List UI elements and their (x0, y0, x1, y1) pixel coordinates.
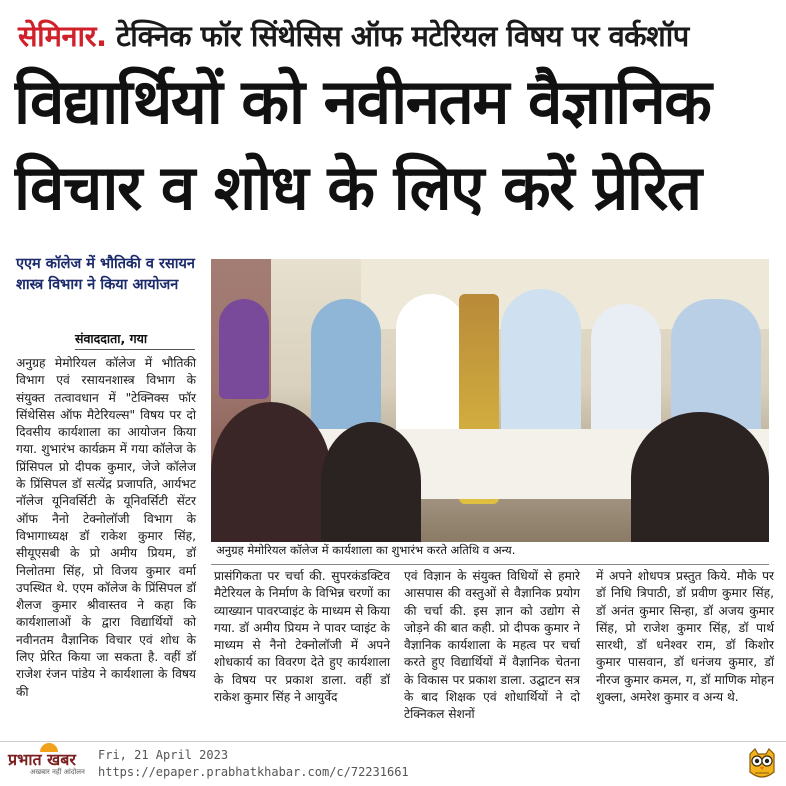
kicker-line (18, 12, 778, 60)
caption-divider (211, 564, 769, 565)
byline: संवाददाता, गया (75, 331, 148, 346)
photo-caption: अनुग्रह मेमोरियल कॉलेज में कार्यशाला का शुभारंभ करते अतिथि व अन्य. (216, 543, 516, 557)
photo-guest-3 (501, 289, 581, 449)
photo-audience-3 (631, 412, 769, 542)
byline-divider (75, 349, 195, 350)
footer-divider (0, 741, 786, 742)
event-photo (211, 259, 769, 542)
photo-audience-1 (211, 402, 331, 542)
kicker-text: टेक्निक फॉर सिंथेसिस ऑफ मटेरियल विषय पर वर्कशॉप (116, 19, 689, 53)
kicker-label: सेमिनार (18, 19, 96, 53)
headline-line-2: विचार व शोध के लिए करें प्रेरित (14, 151, 701, 224)
brand-logo[interactable] (8, 748, 94, 780)
owl-icon[interactable] (746, 746, 778, 780)
brand-tagline: अखबार नहीं आंदोलन (30, 768, 85, 776)
edition-date: Fri, 21 April 2023 (98, 748, 229, 762)
photo-audience-2 (321, 422, 421, 542)
body-paragraph-2: प्रासंगिकता पर चर्चा की. सुपरकंडक्टिव मैटेरियल के निर्माण के विभिन्न चरणों का व्याख्यान पावरप्वाइंट के माध्यम से किया गया. डॉ अमीय प्रियम ने पावर प्वाइंट के माध्यम से नैनो टेक्नोलॉजी में अपने शोधकार्य का विवरण देते हुए कार्यशाला के विषय पर प्रकाश डाला. वहीं डॉ राकेश कुमार सिंह ने आयुर्वेद (214, 569, 390, 705)
deck-subheading: एएम कॉलेज में भौतिकी व रसायन शास्त्र विभाग ने किया आयोजन (16, 256, 195, 293)
body-column-2 (214, 568, 390, 706)
photo-guest-4 (591, 304, 661, 444)
body-column-3 (404, 568, 580, 724)
body-paragraph-1: अनुग्रह मेमोरियल कॉलेज में भौतिकी विभाग एवं रसायनशास्त्र विभाग के संयुक्त तत्वावधान में "टेक्निक्स फॉर सिंथेसिस ऑफ मैटेरियल्स" विषय पर दो दिवसीय कार्यशाला का आयोजन किया गया. शुभारंभ कार्यक्रम में गया कॉलेज के प्रिंसिपल प्रो दीपक कुमार, जेजे कॉलेज के प्रिंसिपल डॉ सत्येंद्र प्रजापति, आर्यभट नॉलेज यूनिवर्सिटी के यूनिवर्सिटी सेंटर ऑफ नैनो टेक्नोलॉजी विभाग के विभागाध्यक्ष डॉ राकेश कुमार सिंह, सीयूएसबी के प्रो अमीय प्रियम, डॉ निलोतमा सिंह, प्रो विजय कुमार वर्मा उपस्थित थे. एएम कॉलेज के प्रिंसिपल डॉ शैलज कुमार श्रीवास्तव ने कहा कि कार्यशालाओं के द्वारा विद्यार्थियों को नवीनतम वैज्ञानिक विचार एवं शोध के लिए प्रेरित किया जा सकता है. वहीं डॉ राजेश रंजन पांडेय ने कार्यशाला के विषय की (16, 356, 196, 699)
kicker-separator: . (95, 19, 107, 53)
brand-name: प्रभात खबर (8, 750, 76, 769)
body-column-4 (596, 568, 774, 706)
epaper-url[interactable]: https://epaper.prabhatkhabar.com/c/72231661 (98, 765, 409, 779)
body-column-1 (16, 355, 196, 701)
photo-woman-figure (219, 299, 269, 399)
body-paragraph-3: एवं विज्ञान के संयुक्त विधियों से हमारे आसपास की वस्तुओं से वैज्ञानिक प्रयोग की चर्चा की. इस ज्ञान को उद्योग से जोड़ने की बात कही. प्रो दीपक कुमार ने वैज्ञानिक कार्यशाला के महत्व पर चर्चा करते हुए विद्यार्थियों में वैज्ञानिक चेतना के विकास पर प्रकाश डाला. उद्घाटन सत्र के बाद शिक्षक एवं शोधार्थियों ने दो टेक्निकल सेशनों (404, 569, 580, 722)
body-paragraph-4: में अपने शोधपत्र प्रस्तुत किये. मौके पर डॉ निधि त्रिपाठी, डॉ प्रवीण कुमार सिंह, डॉ अनंत कुमार सिन्हा, डॉ अजय कुमार सिंह, प्रो राजेश कुमार सिंह, डॉ पार्थ सारथी, डॉ धनेश्वर राम, डॉ किशोर कुमार पासवान, डॉ धनंजय कुमार, डॉ नीरज कुमार कमल, ग, डॉ माणिक मोहन शुक्ला, अमरेश कुमार व अन्य थे. (596, 569, 774, 705)
headline-line-1: विद्यार्थियों को नवीनतम वैज्ञानिक (14, 65, 711, 138)
